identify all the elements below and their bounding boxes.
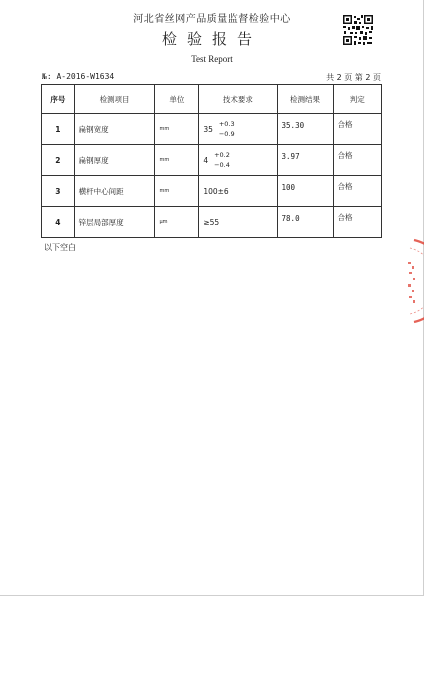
- row-no: 2: [42, 145, 75, 176]
- row-unit: mm: [155, 114, 199, 145]
- col-header-item: 检测项目: [74, 85, 155, 114]
- col-header-verdict: 判定: [333, 85, 381, 114]
- tolerance-plus: +0.2: [214, 151, 230, 159]
- row-verdict: 合格: [333, 176, 381, 207]
- row-no: 4: [42, 207, 75, 238]
- col-header-unit: 单位: [155, 85, 199, 114]
- row-requirement: [199, 114, 277, 145]
- official-seal-icon: [396, 236, 424, 326]
- row-requirement: [199, 145, 277, 176]
- report-title: 检验报告: [161, 30, 262, 48]
- table-row: [42, 114, 382, 145]
- report-number: №: A-2016-W1634: [42, 72, 115, 81]
- row-item: 锌层局部厚度: [74, 207, 155, 238]
- col-header-no: 序号: [42, 85, 75, 114]
- row-result: 78.0: [277, 207, 333, 238]
- row-result: 100: [277, 176, 333, 207]
- table-header-row: [42, 85, 382, 114]
- row-unit: mm: [155, 176, 199, 207]
- col-header-result: 检测结果: [277, 85, 333, 114]
- table-row: [42, 145, 382, 176]
- tolerance-minus: −0.9: [218, 130, 235, 138]
- tolerance-plus: +0.3: [218, 120, 235, 128]
- org-name: 河北省丝网产品质量监督检验中心: [133, 14, 291, 25]
- end-of-content-note: 以下空白: [44, 243, 76, 252]
- row-unit: μm: [155, 207, 199, 238]
- row-verdict: 合格: [333, 114, 381, 145]
- requirement-nominal: 4: [203, 155, 209, 165]
- row-unit: mm: [155, 145, 199, 176]
- row-verdict: 合格: [333, 207, 381, 238]
- table-row: [42, 207, 382, 238]
- requirement-nominal: 35: [203, 124, 213, 134]
- row-item: 扁钢厚度: [74, 145, 155, 176]
- col-header-requirement: 技术要求: [199, 85, 277, 114]
- row-result: 3.97: [277, 145, 333, 176]
- requirement-tolerance: [219, 119, 235, 139]
- page-indicator: 共 2 页 第 2 页: [326, 73, 381, 82]
- table-row: [42, 176, 382, 207]
- requirement-tolerance: [214, 150, 230, 170]
- row-requirement: 100±6: [199, 176, 277, 207]
- qr-code-icon: [342, 14, 374, 46]
- report-title-en: Test Report: [191, 54, 233, 64]
- row-item: 扁钢宽度: [74, 114, 155, 145]
- row-requirement: ≥55: [199, 207, 277, 238]
- row-no: 3: [42, 176, 75, 207]
- results-table: [41, 84, 382, 238]
- row-result: 35.30: [277, 114, 333, 145]
- row-no: 1: [42, 114, 75, 145]
- row-item: 横杆中心间距: [74, 176, 155, 207]
- tolerance-minus: −0.4: [214, 161, 230, 169]
- row-verdict: 合格: [333, 145, 381, 176]
